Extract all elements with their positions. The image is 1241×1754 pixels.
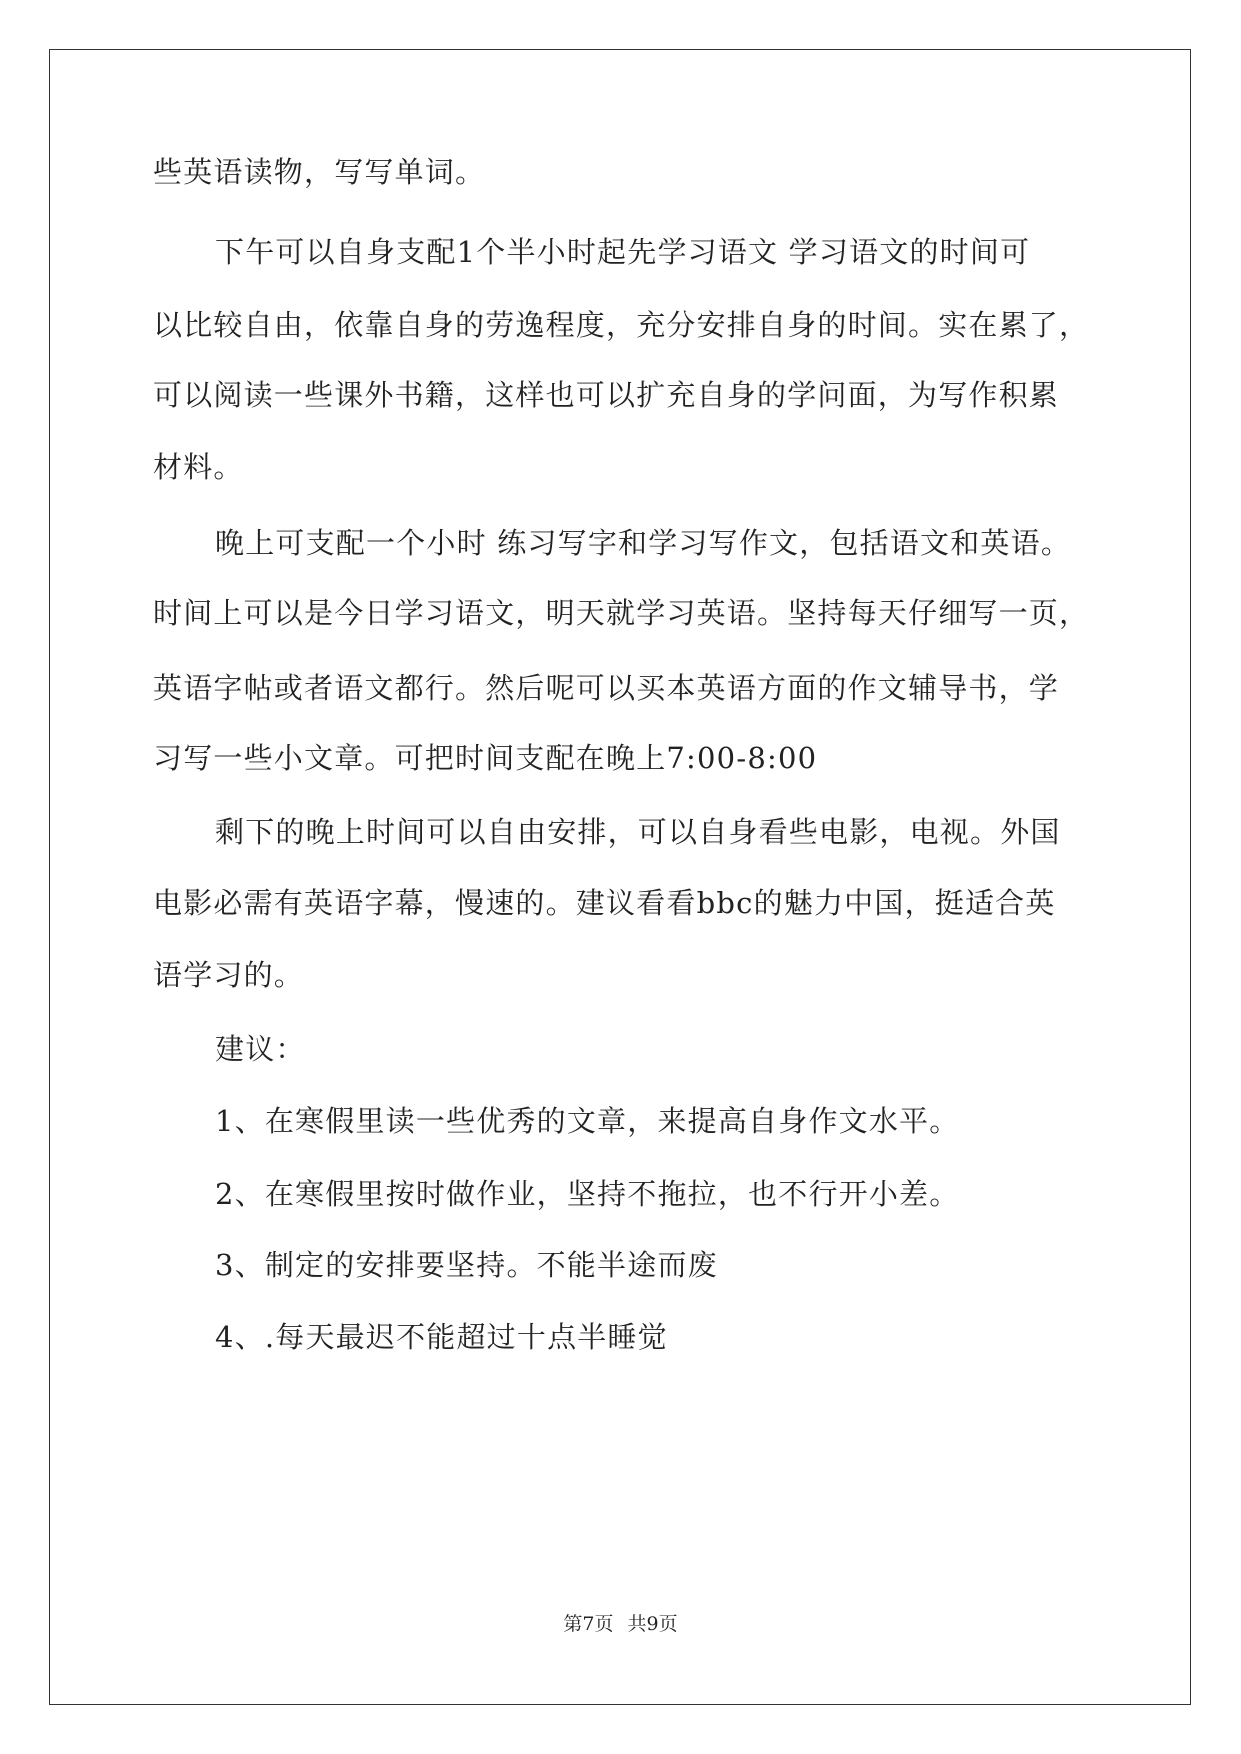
paragraph-start-line: 剩下的晚上时间可以自由安排，可以自身看些电影，电视。外国 <box>215 815 1061 849</box>
text-line: 电影必需有英语字幕，慢速的。建议看看bbc的魅力中国，挺适合英 <box>153 886 1056 920</box>
paragraph-start-line: 晚上可支配一个小时 练习写字和学习写作文，包括语文和英语。 <box>215 526 1072 560</box>
page-number-current: 第7页 <box>563 1613 614 1635</box>
text-line: 以比较自由，依靠自身的劳逸程度，充分安排自身的时间。实在累了， <box>153 308 1090 342</box>
section-heading: 建议： <box>215 1032 306 1066</box>
text-line: 可以阅读一些课外书籍，这样也可以扩充自身的学问面，为写作积累 <box>153 378 1060 412</box>
page-border <box>49 49 1191 1705</box>
text-line: 英语字帖或者语文都行。然后呢可以买本英语方面的作文辅导书，学 <box>153 671 1060 705</box>
text-line: 时间上可以是今日学习语文，明天就学习英语。坚持每天仔细写一页， <box>153 596 1090 630</box>
list-item: 3、制定的安排要坚持。不能半途而废 <box>215 1248 718 1282</box>
text-line: 材料。 <box>153 450 244 484</box>
list-item: 1、在寒假里读一些优秀的文章，来提高自身作文水平。 <box>215 1104 960 1138</box>
list-item: 2、在寒假里按时做作业，坚持不拖拉，也不行开小差。 <box>215 1177 960 1211</box>
list-item: 4、.每天最迟不能超过十点半睡觉 <box>215 1320 668 1354</box>
text-line: 些英语读物，写写单词。 <box>153 155 486 189</box>
text-line: 语学习的。 <box>153 958 305 992</box>
page-number-total: 共9页 <box>627 1613 678 1635</box>
page-footer <box>0 1612 1241 1636</box>
text-line: 习写一些小文章。可把时间支配在晚上7:00-8:00 <box>153 741 818 775</box>
paragraph-start-line: 下午可以自身支配1个半小时起先学习语文 学习语文的时间可 <box>215 235 1031 269</box>
